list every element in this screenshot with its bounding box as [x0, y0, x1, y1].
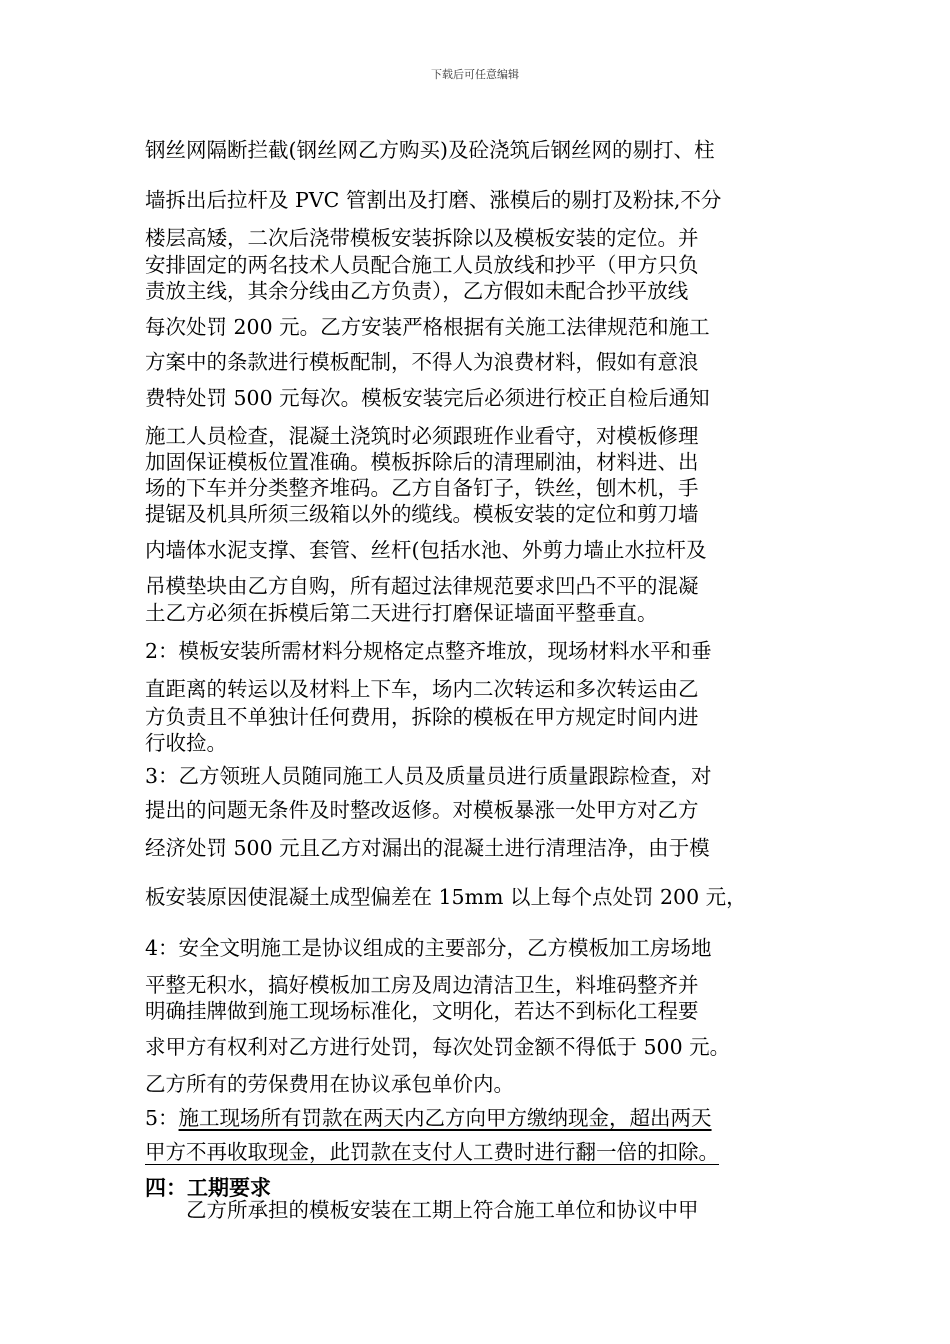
body-line: 吊模垫块由乙方自购，所有超过法律规范要求凹凸不平的混凝: [145, 574, 699, 598]
body-line: 场的下车并分类整齐堆码。乙方自备钉子，铁丝，刨木机，手: [145, 476, 699, 500]
body-line: 经济处罚 500 元且乙方对漏出的混凝土进行清理洁净，由于模: [145, 836, 710, 860]
item-5-prefix: 5：: [145, 1106, 179, 1130]
body-line: 乙方所有的劳保费用在协议承包单价内。: [145, 1072, 514, 1096]
body-line: 墙拆出后拉杆及 PVC 管割出及打磨、涨模后的剔打及粉抹,不分: [145, 188, 722, 212]
page-header: 下载后可任意编辑: [431, 68, 519, 81]
body-line: 直距离的转运以及材料上下车，场内二次转运和多次转运由乙: [145, 677, 699, 701]
body-line: 平整无积水，搞好模板加工房及周边清洁卫生，料堆码整齐并: [145, 973, 699, 997]
body-line: 板安装原因使混凝土成型偏差在 15mm 以上每个点处罚 200 元，: [145, 885, 747, 909]
body-line: 4：安全文明施工是协议组成的主要部分，乙方模板加工房场地: [145, 936, 712, 960]
body-line: 2：模板安装所需材料分规格定点整齐堆放，现场材料水平和垂: [145, 639, 712, 663]
item-5-line-1: [145, 1108, 712, 1129]
body-line: 行收捡。: [145, 731, 227, 755]
item-5-text-1: 施工现场所有罚款在两天内乙方向甲方缴纳现金，超出两天: [178, 1106, 712, 1130]
body-line: 求甲方有权利对乙方进行处罚，每次处罚金额不得低于 500 元。: [145, 1035, 731, 1059]
body-line: 每次处罚 200 元。乙方安装严格根据有关施工法律规范和施工: [145, 315, 710, 339]
body-line: 3：乙方领班人员随同施工人员及质量员进行质量跟踪检查，对: [145, 764, 712, 788]
body-line: 费特处罚 500 元每次。模板安装完后必须进行校正自检后通知: [145, 386, 710, 410]
body-line: 加固保证模板位置准确。模板拆除后的清理刷油，材料进、出: [145, 450, 699, 474]
body-line: 土乙方必须在拆模后第二天进行打磨保证墙面平整垂直。: [145, 601, 658, 625]
body-line: 责放主线，其余分线由乙方负责），乙方假如未配合抄平放线: [145, 279, 689, 303]
body-line: 方负责且不单独计任何费用，拆除的模板在甲方规定时间内进: [145, 705, 699, 729]
body-line: 内墙体水泥支撑、套管、丝杆(包括水池、外剪力墙止水拉杆及: [145, 538, 707, 562]
body-line: 提出的问题无条件及时整改返修。对模板暴涨一处甲方对乙方: [145, 798, 699, 822]
body-line: 明确挂牌做到施工现场标准化，文明化，若达不到标化工程要: [145, 999, 699, 1023]
body-line: 方案中的条款进行模板配制，不得人为浪费材料，假如有意浪: [145, 350, 699, 374]
body-line: 提锯及机具所须三级箱以外的缆线。模板安装的定位和剪刀墙: [145, 502, 699, 526]
body-line: 钢丝网隔断拦截(钢丝网乙方购买)及砼浇筑后钢丝网的剔打、柱: [145, 138, 715, 162]
section-heading: 四：工期要求: [145, 1175, 271, 1200]
body-line: 楼层高矮，二次后浇带模板安装拆除以及模板安装的定位。并: [145, 226, 699, 250]
section-first-line: 乙方所承担的模板安装在工期上符合施工单位和协议中甲: [145, 1198, 699, 1222]
body-line: 施工人员检查，混凝土浇筑时必须跟班作业看守，对模板修理: [145, 424, 699, 448]
body-line: 安排固定的两名技术人员配合施工人员放线和抄平（甲方只负: [145, 253, 699, 277]
item-5-line-2: 甲方不再收取现金，此罚款在支付人工费时进行翻一倍的扣除。: [145, 1140, 719, 1164]
